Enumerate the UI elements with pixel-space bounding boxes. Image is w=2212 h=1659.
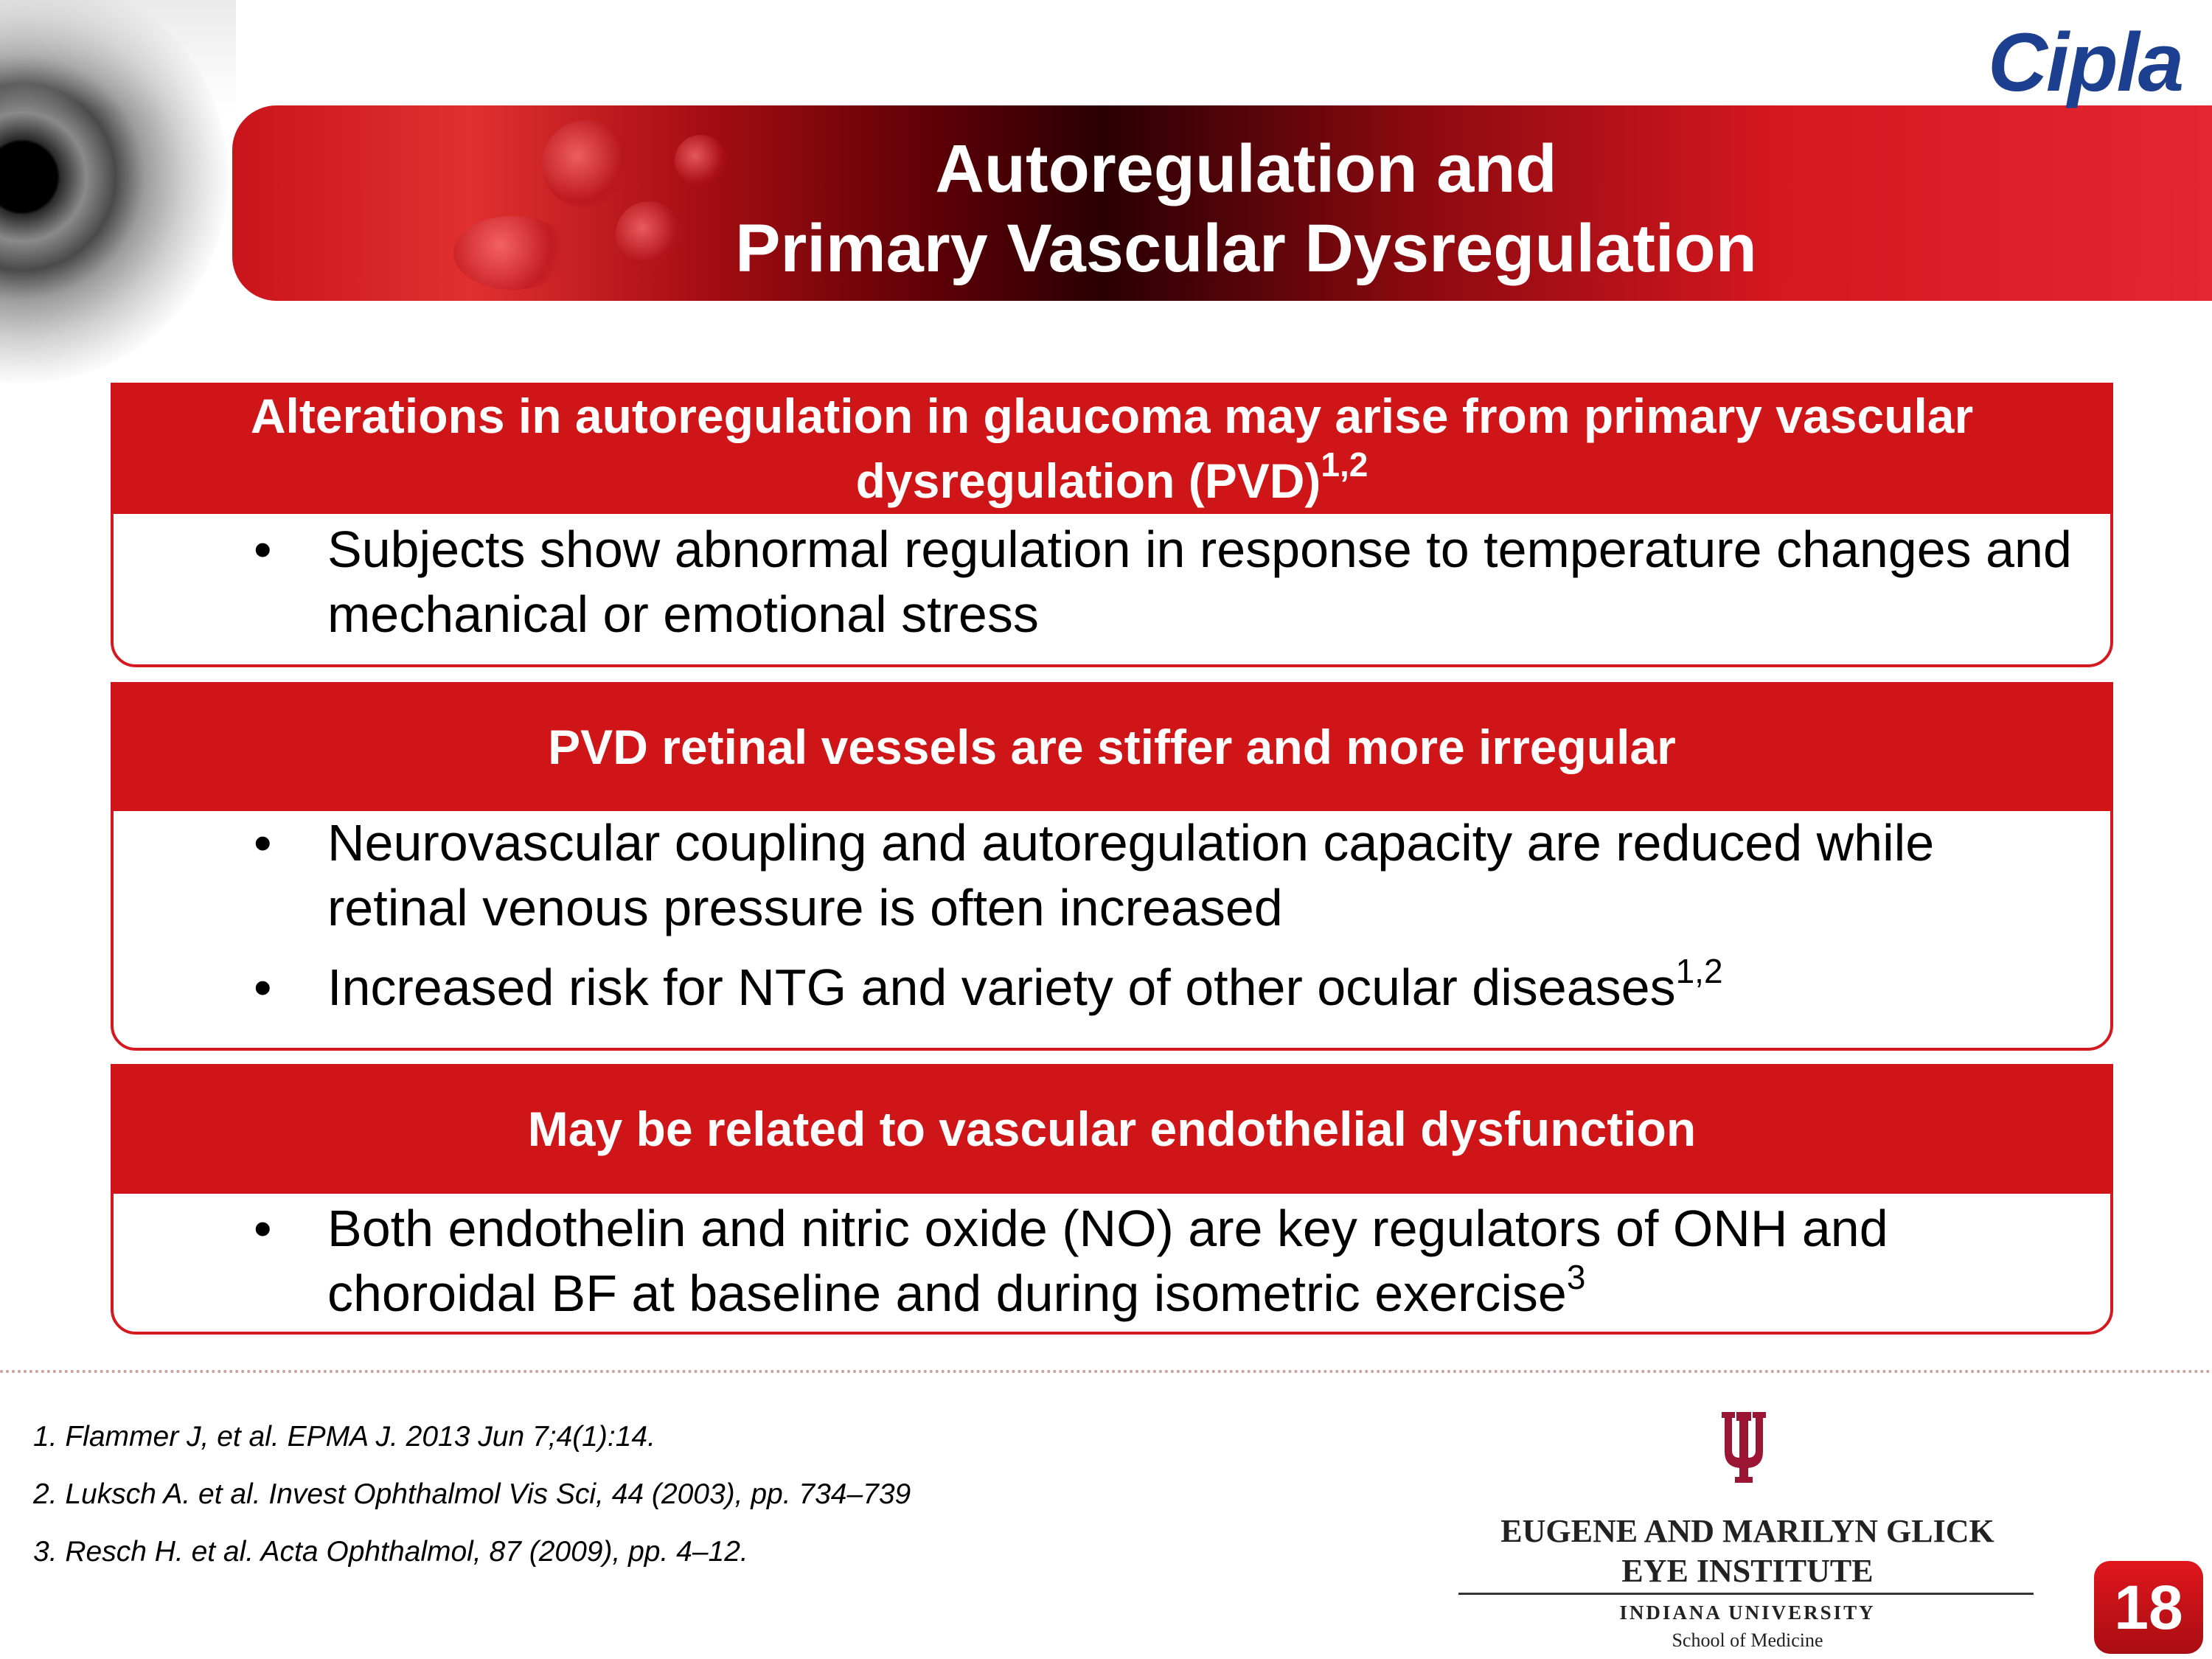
section-1-box bbox=[111, 509, 2113, 667]
reference-item: 2. Luksch A. et al. Invest Ophthalmol Vis Sci, 44 (2003), pp. 734–739 bbox=[33, 1478, 911, 1510]
section-1-heading: Alterations in autoregulation in glaucoma may arise from primary vascular dysregulation (PVD)$^{1,2}$ bbox=[111, 383, 2113, 514]
section-2-bullets bbox=[114, 810, 2110, 1020]
institute-rule bbox=[1458, 1593, 2034, 1595]
blood-cell-decoration bbox=[453, 216, 571, 290]
institute-name: EUGENE AND MARILYN GLICK EYE INSTITUTE bbox=[1500, 1513, 1994, 1589]
citation: 1,2 bbox=[1321, 445, 1368, 484]
section-3-bullets bbox=[114, 1196, 2110, 1326]
bullet-item: • Both endothelin and nitric oxide (NO) are key regulators of ONH and choroidal BF at baseline and during isometric exercise$^3$ bbox=[114, 1196, 2110, 1326]
references bbox=[33, 1408, 1139, 1581]
reference-item: 1. Flammer J, et al. EPMA J. 2013 Jun 7;4(1):14. bbox=[33, 1421, 655, 1453]
institute-school: School of Medicine bbox=[1672, 1630, 1823, 1651]
section-3-heading: May be related to vascular endothelial dysfunction bbox=[111, 1064, 2113, 1193]
reference-item: 3. Resch H. et al. Acta Ophthalmol, 87 (2009), pp. 4–12. bbox=[33, 1536, 748, 1568]
section-2-box bbox=[111, 807, 2113, 1051]
iu-trident-icon bbox=[1714, 1405, 1773, 1486]
eye-glare bbox=[0, 0, 236, 111]
bullet-item: • Increased risk for NTG and variety of other ocular diseases$^{1,2}$ bbox=[114, 955, 2110, 1020]
slide-title: Autoregulation and Primary Vascular Dysregulation bbox=[735, 131, 1757, 286]
bullet-item: • Subjects show abnormal regulation in response to temperature changes and mechanical or emotional stress bbox=[114, 517, 2110, 647]
bullet-item: • Neurovascular coupling and autoregulation capacity are reduced while retinal venous pressure is often increased bbox=[114, 810, 2110, 940]
citation: 1,2 bbox=[1675, 951, 1723, 990]
institute-university: INDIANA UNIVERSITY bbox=[1619, 1601, 1876, 1624]
citation: 3 bbox=[1566, 1257, 1586, 1296]
section-1-bullets bbox=[114, 517, 2110, 647]
blood-cell-decoration bbox=[542, 120, 630, 209]
cipla-logo: Cipla bbox=[1988, 16, 2183, 108]
section-2-heading: PVD retinal vessels are stiffer and more irregular bbox=[111, 682, 2113, 811]
section-3-box bbox=[111, 1191, 2113, 1335]
footer-divider bbox=[0, 1370, 2212, 1373]
page-number-badge: 18 bbox=[2094, 1561, 2203, 1654]
